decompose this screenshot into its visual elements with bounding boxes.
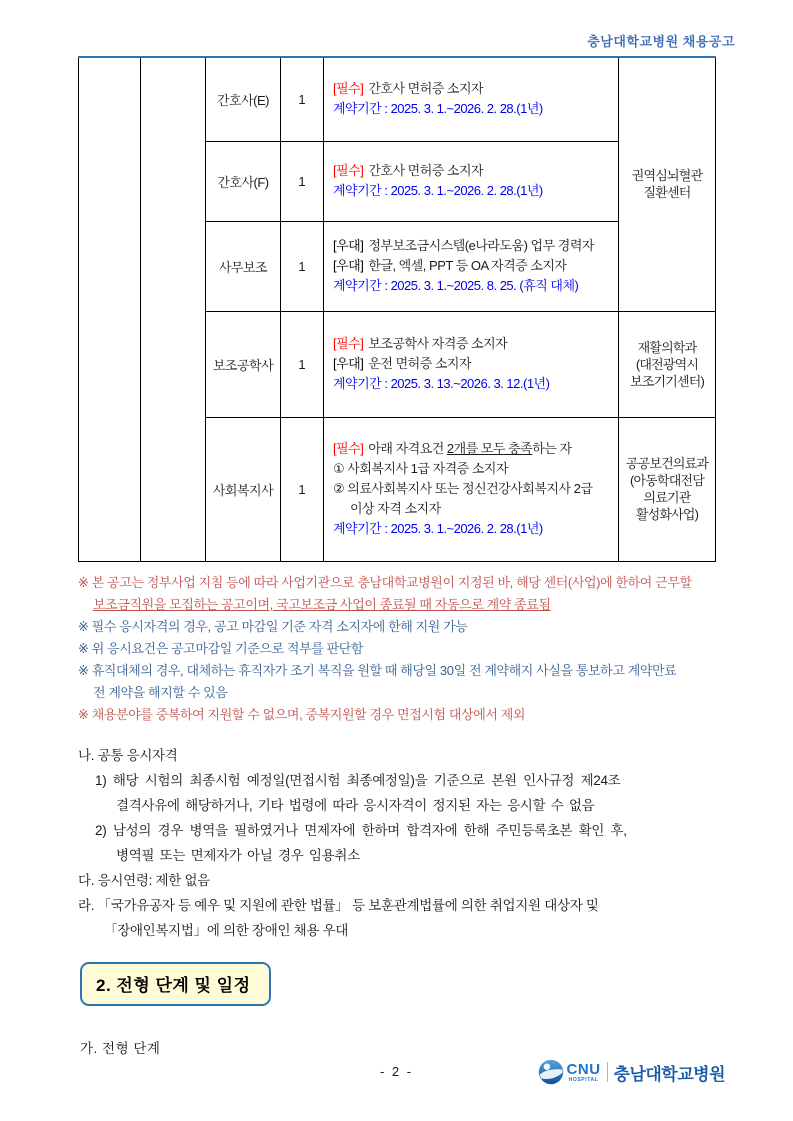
logo-hospital-name: 충남대학교병원 [613, 1064, 725, 1084]
requirement-text: 보조공학사 자격증 소지자 [368, 336, 508, 351]
requirement-text: 한글, 엑셀, PPT 등 OA 자격증 소지자 [368, 258, 567, 273]
department-line: 보조기기센터) [629, 373, 705, 389]
requirement-text: 하는 자 [532, 441, 572, 456]
department-line: (아동학대전담 [629, 473, 705, 488]
required-tag: [필수] [333, 441, 364, 456]
recruitment-table-wrapper [78, 56, 716, 562]
veterans-preference-line: 라. 「국가유공자 등 예우 및 지원에 관한 법률」 등 보훈관계법률에 의한 취업지원 대상자 및 [78, 898, 599, 913]
page-number: - 2 - [379, 1064, 414, 1079]
headcount-cell: 1 [281, 417, 324, 561]
position-cell: 사무보조 [206, 221, 281, 311]
headcount-cell: 1 [281, 311, 324, 417]
common-qualifications-section [78, 744, 730, 944]
headcount-cell: 1 [281, 141, 324, 221]
department-cell [619, 311, 716, 417]
requirement-text: 운전 면허증 소지자 [368, 356, 472, 371]
department-line: 재활의학과 [637, 339, 697, 355]
position-cell: 보조공학사 [206, 311, 281, 417]
footnotes [78, 572, 726, 726]
preferred-tag: [우대] [333, 356, 364, 371]
subcategory-cell-empty [141, 57, 206, 561]
department-line: 권역심뇌혈관 [631, 168, 703, 184]
note-item-continued: 전 계약을 해지할 수 있음 [93, 685, 228, 700]
requirement-item-continued: 이상 자격 소지자 [350, 501, 441, 516]
requirements-cell [324, 417, 619, 561]
headcount-cell: 1 [281, 221, 324, 311]
required-tag: [필수] [333, 163, 364, 178]
globe-icon [538, 1059, 564, 1085]
category-cell-empty [79, 57, 141, 561]
requirement-text: 아래 자격요건 [368, 441, 447, 456]
requirement-text: 정부보조금시스템(e나라도움) 업무 경력자 [368, 238, 594, 253]
logo-cnu-text: CNU [566, 1060, 601, 1078]
department-line: (대전광역시 [635, 356, 699, 372]
requirement-item: ② 의료사회복지사 또는 정신건강사회복지사 2급 [333, 481, 593, 496]
preferred-tag: [우대] [333, 238, 364, 253]
note-item: ※ 위 응시요건은 공고마감일 기준으로 적부를 판단함 [78, 641, 364, 656]
department-cell [619, 417, 716, 561]
requirement-text-underlined: 2개를 모두 충족 [446, 441, 533, 456]
department-cell [619, 57, 716, 311]
department-line: 활성화사업) [635, 507, 699, 522]
contract-period: 계약기간 : 2025. 3. 13.~2026. 3. 12.(1년) [333, 376, 550, 391]
contract-period: 계약기간 : 2025. 3. 1.~2026. 2. 28.(1년) [333, 521, 543, 536]
note-item: ※ 본 공고는 정부사업 지침 등에 따라 사업기관으로 충남대학교병원이 지정된 바, 해당 센터(사업)에 한하여 근무할 [78, 575, 692, 590]
requirement-item: ① 사회복지사 1급 자격증 소지자 [333, 461, 509, 476]
note-item-continued: 보조금직원을 모집하는 공고이며, 국고보조금 사업이 종료될 때 자동으로 계약 종료됨 [93, 597, 551, 612]
logo-text-block [567, 1062, 601, 1083]
recruitment-table [78, 56, 716, 562]
requirements-cell [324, 221, 619, 311]
department-line: 질환센터 [643, 185, 691, 201]
required-tag: [필수] [333, 81, 364, 97]
department-line: 공공보건의료과 [625, 456, 709, 471]
qualification-item-continued: 결격사유에 해당하거나, 기타 법령에 따라 응시자격이 정지된 자는 응시할 수 없음 [116, 798, 595, 813]
position-cell: 간호사(F) [206, 141, 281, 221]
table-row [79, 57, 716, 141]
requirements-cell [324, 311, 619, 417]
age-limit-line: 다. 응시연령: 제한 없음 [78, 873, 210, 888]
qualification-item: 1) 해당 시험의 최종시험 예정일(면접시험 최종예정일)을 기준으로 본원 인사규정 제24조 [95, 773, 621, 788]
position-cell: 간호사(E) [206, 57, 281, 141]
note-item: ※ 휴직대체의 경우, 대체하는 휴직자가 조기 복직을 원할 때 해당일 30일 전 계약해지 사실을 통보하고 계약만료 [78, 663, 677, 678]
veterans-preference-continued: 「장애인복지법」에 의한 장애인 채용 우대 [104, 923, 349, 938]
logo-divider [607, 1062, 608, 1082]
section-heading-text: 2. 전형 단계 및 일정 [96, 976, 251, 995]
section-subheading: 나. 공통 응시자격 [78, 748, 178, 763]
qualification-item: 2) 남성의 경우 병역을 필하였거나 면제자에 한하며 합격자에 한해 주민등록초본 확인 후, [95, 823, 627, 838]
requirement-text: 간호사 면허증 소지자 [368, 81, 484, 97]
requirements-cell [324, 141, 619, 221]
required-tag: [필수] [333, 336, 364, 351]
section-heading-box [80, 962, 271, 1006]
section-subheading: 가. 전형 단계 [80, 1041, 161, 1056]
hospital-logo [538, 1057, 725, 1087]
note-item: ※ 필수 응시자격의 경우, 공고 마감일 기준 자격 소지자에 한해 지원 가능 [78, 619, 468, 634]
headcount-cell: 1 [281, 57, 324, 141]
requirement-text: 간호사 면허증 소지자 [368, 163, 484, 178]
contract-period: 계약기간 : 2025. 3. 1.~2026. 2. 28.(1년) [333, 183, 543, 198]
contract-period: 계약기간 : 2025. 3. 1.~2025. 8. 25. (휴직 대체) [333, 278, 579, 293]
requirements-cell [324, 57, 619, 141]
position-cell: 사회복지사 [206, 417, 281, 561]
qualification-item-continued: 병역필 또는 면제자가 아닐 경우 임용취소 [116, 848, 360, 863]
preferred-tag: [우대] [333, 258, 364, 273]
page-header: 충남대학교병원 채용공고 [587, 34, 735, 49]
note-item: ※ 채용분야를 중복하여 지원할 수 없으며, 중복지원할 경우 면접시험 대상에서 제외 [78, 707, 526, 722]
department-line: 의료기관 [643, 490, 691, 505]
logo-hospital-text: HOSPITAL [568, 1076, 599, 1083]
contract-period: 계약기간 : 2025. 3. 1.~2026. 2. 28.(1년) [333, 101, 543, 117]
